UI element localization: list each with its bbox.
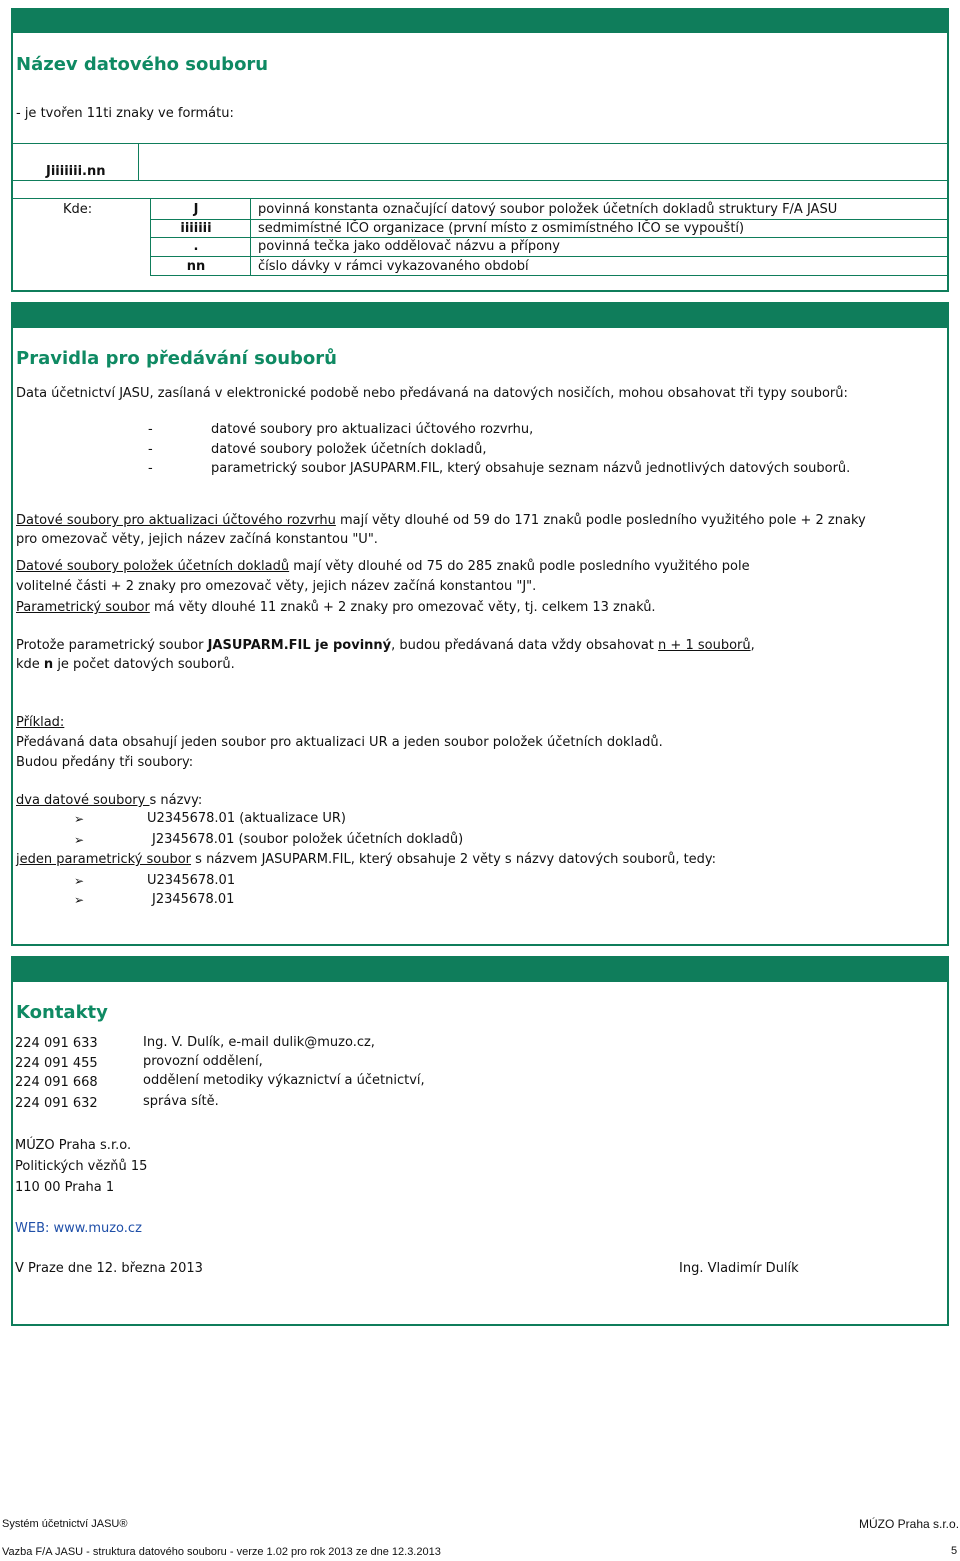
contact-name: Ing. V. Dulík, e-mail dulik@muzo.cz, [143,1035,375,1050]
paragraph-text: mají věty dlouhé od 75 do 285 znaků podle posledního využitého pole [289,559,750,574]
footer-company: MÚZO Praha s.r.o. [859,1517,960,1531]
divider [150,219,948,220]
contact-phone: 224 091 455 [15,1056,98,1071]
code-cell: . [193,239,199,254]
example-jeden [16,852,716,867]
list-item: datové soubory položek účetních dokladů, [211,442,487,457]
paragraph-text: , budou předávaná data vždy obsahovat [391,638,659,653]
page-number: 5 [951,1545,958,1557]
desc-cell: sedmimístné IČO organizace (první místo z osmimístného IČO se vypouští) [258,221,745,236]
company-name: MÚZO Praha s.r.o. [15,1138,132,1153]
example-text: Budou předány tři soubory: [16,755,194,770]
arrow-bullet-icon: ➢ [74,833,85,847]
paragraph-required [16,638,755,653]
paragraph-text: mají věty dlouhé od 59 do 171 znaků podle posledního využitého pole + 2 znaky [335,513,866,528]
footer-system: Systém účetnictví JASU® [2,1518,128,1530]
list-dash: - [148,442,153,457]
example-dva [16,793,202,808]
paragraph-text: má věty dlouhé 11 znaků + 2 znaky pro omezovač věty, tj. celkem 13 znaků. [149,600,656,615]
divider [250,198,251,275]
bold-term: JASUPARM.FIL je povinný [207,638,392,653]
paragraph-text: s názvy: [149,793,203,808]
paragraph-required-2 [16,657,235,672]
paragraph-text: s názvem JASUPARM.FIL, který obsahuje 2 věty s názvy datových souborů, tedy: [191,852,717,867]
bold-term: n [43,657,54,672]
filename-format: Jiiiiiii.nn [46,164,106,179]
list-item: J2345678.01 [152,892,235,907]
company-city: 110 00 Praha 1 [15,1180,115,1195]
desc-cell: číslo dávky v rámci vykazovaného období [258,259,529,274]
list-item: parametrický soubor JASUPARM.FIL, který obsahuje seznam názvů jednotlivých datových souborů. [211,461,851,476]
footer-doc-info: Vazba F/A JASU - struktura datového souboru - verze 1.02 pro rok 2013 ze dne 12.3.2013 [2,1546,441,1558]
list-dash: - [148,461,153,476]
section2-title: Pravidla pro předávání souborů [16,348,337,369]
paragraph-text: je počet datových souborů. [53,657,235,672]
contact-name: oddělení metodiky výkaznictví a účetnictví, [143,1073,425,1088]
underlined-term: Datové soubory pro aktualizaci účtového rozvrhu [16,513,336,528]
paragraph-text: volitelné části + 2 znaky pro omezovač věty, jejich název začíná konstantou "J". [16,579,537,594]
arrow-bullet-icon: ➢ [74,812,85,826]
section3-green-bar [11,956,949,982]
list-item: J2345678.01 (soubor položek účetních dokladů) [152,832,464,847]
contact-name: správa sítě. [143,1094,219,1109]
website-link[interactable]: WEB: www.muzo.cz [15,1221,142,1236]
paragraph-text: kde [16,657,44,672]
format-intro: - je tvořen 11ti znaky ve formátu: [16,106,234,121]
contact-phone: 224 091 632 [15,1096,98,1111]
example-text: Předávaná data obsahují jeden soubor pro aktualizaci UR a jeden soubor položek účetních dokladů. [16,735,663,750]
list-item: U2345678.01 (aktualizace UR) [147,811,346,826]
divider [138,143,139,180]
company-street: Politických vězňů 15 [15,1159,148,1174]
section2-green-bar [11,302,949,328]
contact-phone: 224 091 633 [15,1036,98,1051]
section1-title: Název datového souboru [16,54,269,75]
paragraph-text: , [750,638,755,653]
divider [150,198,151,275]
divider [150,256,948,257]
list-item: datové soubory pro aktualizaci účtového rozvrhu, [211,422,534,437]
divider [150,237,948,238]
contact-phone: 224 091 668 [15,1075,98,1090]
code-cell: iiiiiii [180,221,212,236]
paragraph-text: pro omezovač věty, jejich název začíná konstantou "U". [16,532,378,547]
underlined-term: n + 1 souborů [658,638,751,653]
desc-cell: povinná tečka jako oddělovač názvu a přípony [258,239,560,254]
rules-intro: Data účetnictví JASU, zasílaná v elektronické podobě nebo předávaná na datových nosičích, mohou obsahovat tři typy souborů: [16,386,848,401]
paragraph-text: Protože parametrický soubor [16,638,208,653]
underlined-term: Datové soubory položek účetních dokladů [16,559,290,574]
desc-cell: povinná konstanta označující datový soubor položek účetních dokladů struktury F/A JASU [258,202,838,217]
list-dash: - [148,422,153,437]
date-line: V Praze dne 12. března 2013 [15,1261,203,1276]
contact-name: provozní oddělení, [143,1054,263,1069]
underlined-term: dva datové soubory [16,793,150,808]
underlined-term: jeden parametrický soubor [16,852,192,867]
example-title: Příklad: [16,715,65,730]
list-item: U2345678.01 [147,873,236,888]
divider [12,180,948,181]
paragraph-param [16,600,656,615]
arrow-bullet-icon: ➢ [74,874,85,888]
arrow-bullet-icon: ➢ [74,893,85,907]
paragraph-ur [16,513,866,528]
code-cell: J [193,202,199,217]
divider [150,275,948,276]
signature: Ing. Vladimír Dulík [679,1261,799,1276]
divider [12,143,948,144]
underlined-term: Parametrický soubor [16,600,150,615]
divider [12,198,948,199]
paragraph-items [16,559,750,574]
section3-title: Kontakty [16,1002,108,1023]
code-cell: nn [186,259,206,274]
kde-label: Kde: [63,202,93,217]
